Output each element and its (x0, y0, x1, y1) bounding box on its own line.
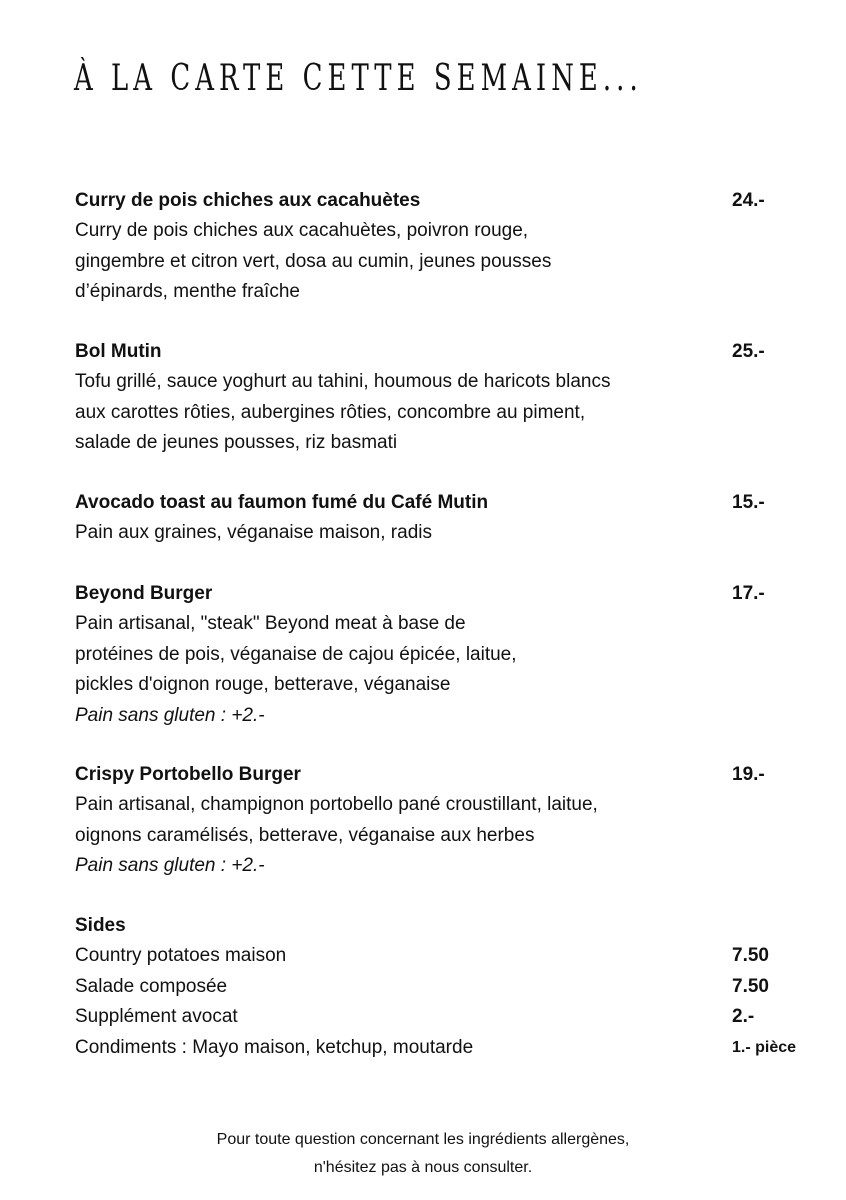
item-description (75, 518, 695, 549)
menu-item (75, 488, 815, 549)
side-label: Country potatoes maison (75, 945, 287, 966)
gluten-free-note: Pain sans gluten : +2.- (75, 704, 265, 726)
description-line: gingembre et citron vert, dosa au cumin, jeunes pousses (75, 250, 552, 272)
item-price: 25.- (732, 341, 765, 362)
description-line: aux carottes rôties, aubergines rôties, concombre au piment, (75, 401, 586, 423)
item-name: Curry de pois chiches aux cacahuètes (75, 190, 421, 211)
description-line: Pain artisanal, "steak" Beyond meat à base de (75, 613, 466, 634)
sides-row (75, 1033, 815, 1064)
item-description (75, 609, 695, 701)
item-price: 17.- (732, 583, 765, 604)
item-name: Beyond Burger (75, 583, 213, 604)
item-price: 15.- (732, 492, 765, 513)
side-label: Salade composée (75, 975, 228, 997)
description-line: Tofu grillé, sauce yoghurt au tahini, houmous de haricots blancs (75, 371, 611, 392)
menu-item (75, 337, 815, 459)
item-name: Bol Mutin (75, 341, 162, 362)
description-line: protéines de pois, véganaise de cajou épicée, laitue, (75, 643, 517, 665)
description-line: Pain aux graines, véganaise maison, radis (75, 522, 432, 543)
sides-section (75, 911, 815, 1063)
item-description (75, 216, 695, 308)
side-price: 1.- pièce (732, 1038, 797, 1056)
sides-row (75, 941, 815, 972)
menu-item (75, 760, 815, 882)
side-price: 2.- (732, 1006, 755, 1027)
item-price: 19.- (732, 764, 765, 785)
gluten-free-note: Pain sans gluten : +2.- (75, 855, 265, 876)
item-name: Avocado toast au faumon fumé du Café Mutin (75, 492, 489, 513)
side-price: 7.50 (732, 975, 769, 997)
item-price: 24.- (732, 190, 765, 211)
allergen-notice (0, 1126, 846, 1182)
sides-row (75, 1002, 815, 1033)
sides-heading: Sides (75, 915, 126, 936)
description-line: Curry de pois chiches aux cacahuètes, poivron rouge, (75, 220, 529, 241)
side-price: 7.50 (732, 945, 769, 966)
item-description (75, 790, 695, 851)
sides-row (75, 972, 815, 1003)
item-name: Crispy Portobello Burger (75, 764, 301, 785)
description-line: d’épinards, menthe fraîche (75, 281, 300, 302)
description-line: salade de jeunes pousses, riz basmati (75, 432, 398, 453)
side-label: Supplément avocat (75, 1006, 238, 1027)
item-description (75, 367, 695, 459)
footer-line: Pour toute question concernant les ingrédients allergènes, (216, 1131, 630, 1148)
side-label: Condiments : Mayo maison, ketchup, moutarde (75, 1036, 474, 1058)
footer-line: n'hésitez pas à nous consulter. (313, 1159, 533, 1176)
description-line: pickles d'oignon rouge, betterave, véganaise (75, 674, 451, 695)
page-title: À LA CARTE CETTE SEMAINE... (74, 58, 643, 99)
description-line: Pain artisanal, champignon portobello pané croustillant, laitue, (75, 794, 598, 815)
menu-item (75, 579, 815, 731)
description-line: oignons caramélisés, betterave, véganaise aux herbes (75, 824, 535, 846)
menu-item (75, 186, 815, 308)
